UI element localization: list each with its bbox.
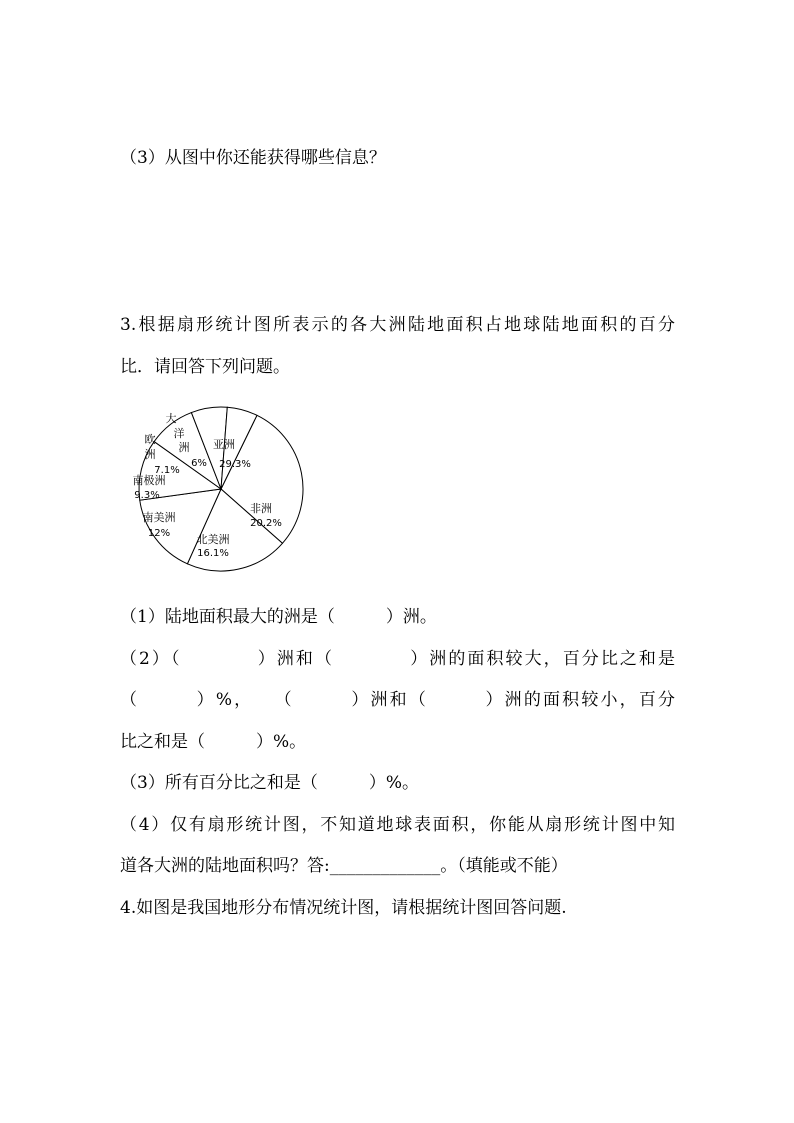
- pie-slice-label-3: 北美洲: [196, 533, 230, 546]
- pie-slice-label-1: 亚洲: [213, 438, 235, 451]
- q3-part1: （1）陆地面积最大的洲是（ ）洲。: [120, 607, 437, 627]
- pie-slice-label-7: 洲: [178, 441, 190, 454]
- q3-part4-line1: （4）仅有扇形统计图，不知道地球表面积，你能从扇形统计图中知: [120, 815, 675, 835]
- pie-slice-label-7: 大: [165, 412, 177, 425]
- q3-part4-line2: 道各大洲的陆地面积吗？答:_____________。（填能或不能）: [120, 856, 568, 876]
- pie-slice-label-6: 欧: [144, 433, 156, 446]
- pie-slice-label-5: 南极洲: [132, 474, 166, 487]
- q3-part2-line1: （2）（ ）洲和（ ）洲的面积较大，百分比之和是: [120, 649, 675, 669]
- pie-slice-label-4: 南美洲: [142, 511, 176, 524]
- q3-intro-line2: 比．请回答下列问题。: [120, 357, 290, 377]
- pie-slice-value-1: 29.3%: [219, 459, 251, 470]
- q4-intro: 4.如图是我国地形分布情况统计图，请根据统计图回答问题.: [120, 898, 567, 918]
- q3-part2-line3: 比之和是（ ）%。: [120, 732, 307, 752]
- q3-part2-line2: （ ）%， （ ）洲和（ ）洲的面积较小，百分: [120, 690, 675, 710]
- pie-slice-value-5: 9.3%: [134, 490, 160, 501]
- pie-slice-label-6: 洲: [144, 448, 156, 461]
- pie-slice-label-2: 非洲: [250, 502, 272, 515]
- pie-slice-value-4: 12%: [147, 528, 171, 539]
- pie-slice-value-2: 20.2%: [250, 518, 282, 529]
- pie-slice-label-7: 洋: [173, 427, 185, 440]
- q3-intro-line1: 3.根据扇形统计图所表示的各大洲陆地面积占地球陆地面积的百分: [120, 315, 675, 335]
- pie-slice-value-6: 7.1%: [154, 465, 180, 476]
- pie-slice-value-3: 16.1%: [197, 548, 229, 559]
- q2-part3: （3）从图中你还能获得哪些信息？: [120, 148, 386, 168]
- q3-part3: （3）所有百分比之和是（ ）%。: [120, 773, 419, 793]
- continent-land-area-pie-chart: [120, 395, 310, 585]
- pie-slice-value-7: 6%: [191, 458, 207, 469]
